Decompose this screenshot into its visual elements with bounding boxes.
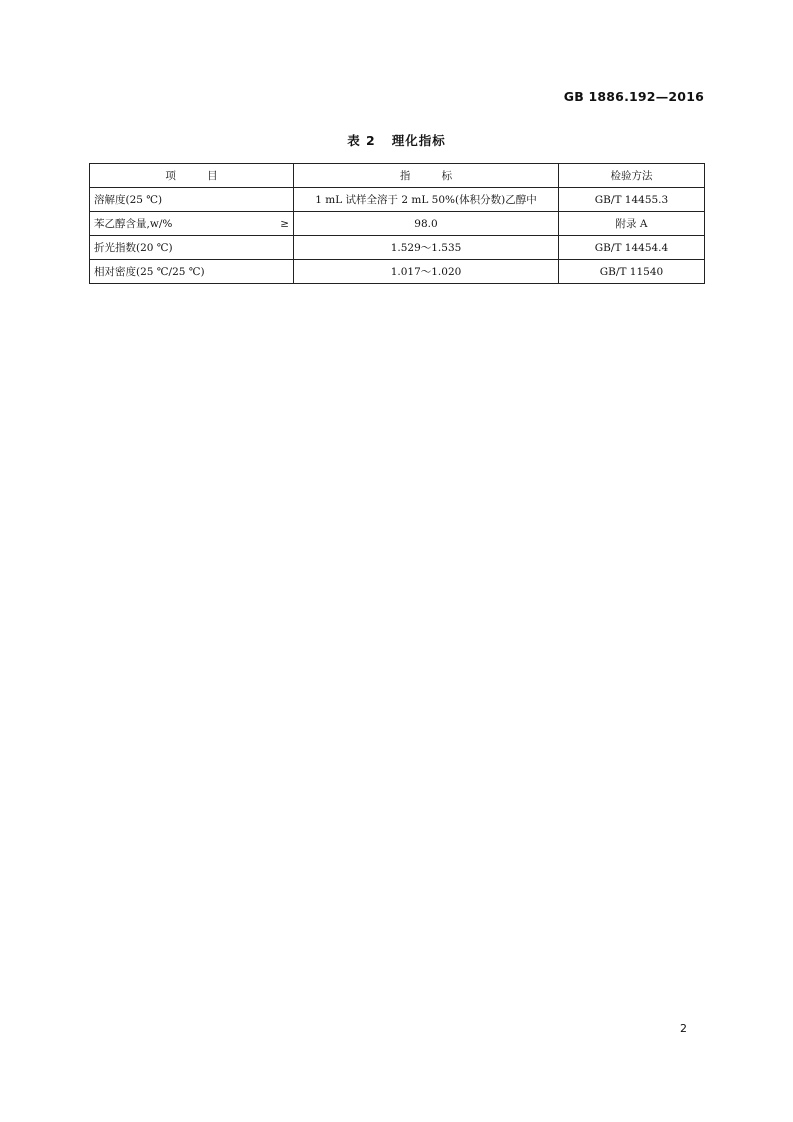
standard-code: GB 1886.192—2016 <box>563 89 704 104</box>
row-value: 1.529～1.535 <box>294 236 559 260</box>
item-label: 溶解度(25 ℃) <box>94 194 163 206</box>
row-item <box>90 212 294 236</box>
row-item <box>90 260 294 284</box>
row-value: 1.017～1.020 <box>294 260 559 284</box>
item-qualifier: ≥ <box>280 217 289 230</box>
row-method: GB/T 14454.4 <box>559 236 705 260</box>
row-method: GB/T 11540 <box>559 260 705 284</box>
table-caption: 表 2 理化指标 <box>347 133 446 148</box>
row-value: 98.0 <box>294 212 559 236</box>
row-item <box>90 236 294 260</box>
table-row <box>90 188 705 212</box>
item-label: 相对密度(25 ℃/25 ℃) <box>94 266 205 278</box>
column-header-spec: 指 标 <box>294 164 559 188</box>
column-header-method: 检验方法 <box>559 164 705 188</box>
item-label: 折光指数(20 ℃) <box>94 242 173 254</box>
spec-table <box>89 163 705 284</box>
table-row <box>90 236 705 260</box>
row-method: GB/T 14455.3 <box>559 188 705 212</box>
row-value: 1 mL 试样全溶于 2 mL 50%(体积分数)乙醇中 <box>294 188 559 212</box>
table-header-row <box>90 164 705 188</box>
table-row <box>90 212 705 236</box>
item-label: 苯乙醇含量,w/% <box>94 218 173 230</box>
page-number: 2 <box>680 1022 687 1035</box>
table-row <box>90 260 705 284</box>
column-header-item: 项 目 <box>90 164 294 188</box>
row-item <box>90 188 294 212</box>
row-method: 附录 A <box>559 212 705 236</box>
